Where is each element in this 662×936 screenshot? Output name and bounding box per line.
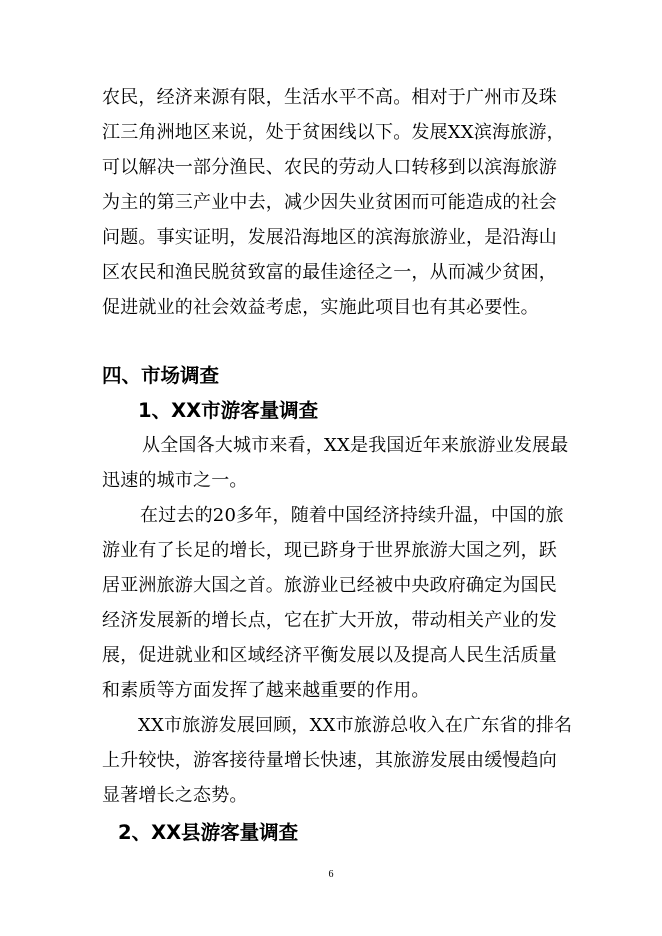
paragraph-line: 江三角洲地区来说，处于贫困线以下。发展XX滨海旅游， [102,122,565,143]
paragraph-line: 展，促进就业和区域经济平衡发展以及提高人民生活质量 [102,645,557,666]
paragraph-line: 上升较快，游客接待量增长快速，其旅游发展由缓慢趋向 [102,750,557,771]
paragraph-line: 迅速的城市之一。 [102,470,248,491]
paragraph-line: 游业有了长足的增长，现已跻身于世界旅游大国之列，跃 [102,540,557,561]
subsection-heading-1: 1、XX市游客量调查 [138,399,319,422]
paragraph-line: 区农民和渔民脱贫致富的最佳途径之一，从而减少贫困， [102,262,557,283]
paragraph-line: 和素质等方面发挥了越来越重要的作用。 [102,680,430,701]
paragraph-line: 可以解决一部分渔民、农民的劳动人口转移到以滨海旅游 [102,157,557,178]
paragraph-line: 显著增长之态势。 [102,785,248,806]
subsection-heading-2: 2、XX县游客量调查 [118,821,299,844]
paragraph-line: 从全国各大城市来看，XX是我国近年来旅游业发展最 [142,435,569,456]
paragraph-line: 促进就业的社会效益考虑，实施此项目也有其必要性。 [102,297,539,318]
paragraph-line: 农民，经济来源有限，生活水平不高。相对于广州市及珠 [102,87,557,108]
paragraph-line: 居亚洲旅游大国之首。旅游业已经被中央政府确定为国民 [102,575,557,596]
paragraph-line: 为主的第三产业中去，减少因失业贫困而可能造成的社会 [102,192,557,213]
paragraph-line: 经济发展新的增长点，它在扩大开放，带动相关产业的发 [102,610,557,631]
page-number: 6 [328,869,334,880]
paragraph-line: 问题。事实证明，发展沿海地区的滨海旅游业，是沿海山 [102,227,557,248]
paragraph-line: 在过去的20多年，随着中国经济持续升温，中国的旅 [140,505,564,526]
section-heading: 四、市场调查 [102,364,220,387]
paragraph-line: XX市旅游发展回顾，XX市旅游总收入在广东省的排名 [138,715,573,736]
